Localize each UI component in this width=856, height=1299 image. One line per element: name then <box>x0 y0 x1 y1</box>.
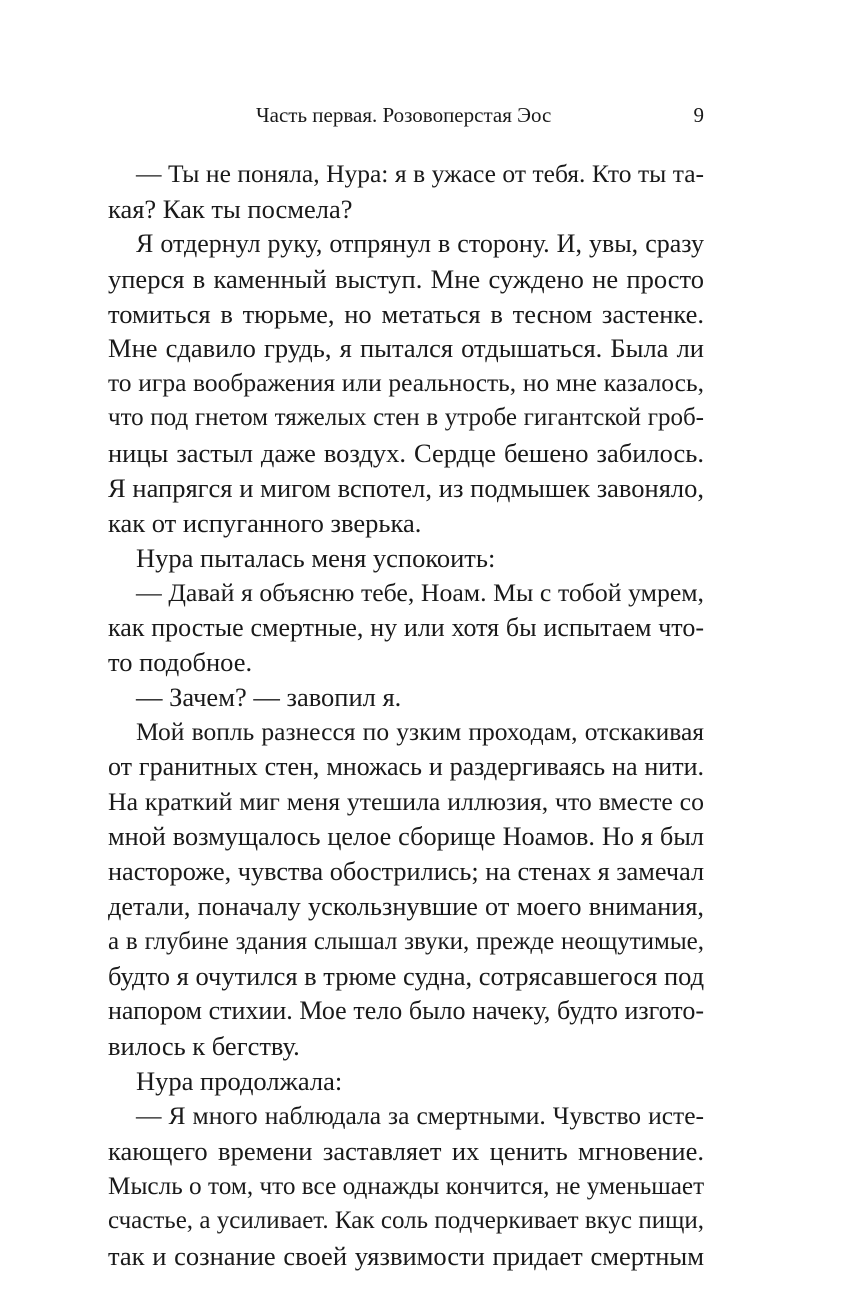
text-line: настороже, чувства обострились; на стенах я замечал <box>108 856 705 886</box>
body-text <box>108 157 704 1274</box>
text-line: На краткий миг меня утешила иллюзия, что вместе со <box>108 787 704 817</box>
text-line: ницы застыл даже воздух. Сердце бешено забилось. <box>108 438 704 469</box>
running-title: Часть первая. Розовоперстая Эос <box>256 103 552 127</box>
text-line: как от испуганного зверька. <box>108 507 422 538</box>
text-line: то игра воображения или реальность, но мне казалось, <box>108 368 704 398</box>
text-line: Нура пыталась меня успокоить: <box>136 542 496 573</box>
text-line: будто я очутился в трюме судна, сотрясавшегося под <box>108 961 705 992</box>
text-line: детали, поначалу ускользнувшие от моего внимания, <box>108 891 704 921</box>
text-line: Я напрягся и мигом вспотел, из подмышек завоняло, <box>108 473 704 504</box>
text-line: — Я много наблюдала за смертными. Чувство исте- <box>136 1101 704 1131</box>
text-line: от гранитных стен, множась и раздергиваясь на нити. <box>108 752 704 782</box>
text-line: как простые смертные, ну или хотя бы испытаем что- <box>108 612 704 642</box>
text-line: мной возмущалось целое сборище Ноамов. Но я был <box>108 821 704 851</box>
text-line: — Ты не поняла, Нура: я в ужасе от тебя. Кто ты та- <box>136 159 704 188</box>
text-line: кая? Как ты посмела? <box>108 193 353 224</box>
text-line: Мой вопль разнесся по узким проходам, отскакивая <box>136 717 704 747</box>
text-line: Я отдернул руку, отпрянул в сторону. И, увы, сразу <box>136 228 704 258</box>
text-line: напором стихии. Мое тело было начеку, будто изгото- <box>108 996 704 1026</box>
text-line: Мысль о том, что все однажды кончится, не уменьшает <box>108 1171 705 1200</box>
text-line: то подобное. <box>108 647 253 678</box>
text-line: а в глубине здания слышал звуки, прежде неощутимые, <box>108 927 704 955</box>
page-number: 9 <box>693 103 704 127</box>
text-line: счастье, а усиливает. Как соль подчеркивает вкус пищи, <box>108 1206 704 1234</box>
text-line: что под гнетом тяжелых стен в утробе гигантской гроб- <box>108 404 704 432</box>
text-line: томиться в тюрьме, но метаться в тесном застенке. <box>108 298 704 329</box>
text-line: уперся в каменный выступ. Мне суждено не просто <box>108 263 704 294</box>
text-line: — Давай я объясню тебе, Ноам. Мы с тобой умрем, <box>136 577 704 607</box>
text-line: вилось к бегству. <box>108 1031 300 1062</box>
text-line: кающего времени заставляет их ценить мгновение. <box>108 1135 704 1166</box>
running-head <box>108 100 704 130</box>
text-line: Мне сдавило грудь, я пытался отдышаться. Была ли <box>108 333 704 364</box>
text-line: — Зачем? — завопил я. <box>136 682 402 713</box>
text-line: так и сознание своей уязвимости придает смертным <box>108 1240 704 1271</box>
text-line: Нура продолжала: <box>136 1066 343 1097</box>
